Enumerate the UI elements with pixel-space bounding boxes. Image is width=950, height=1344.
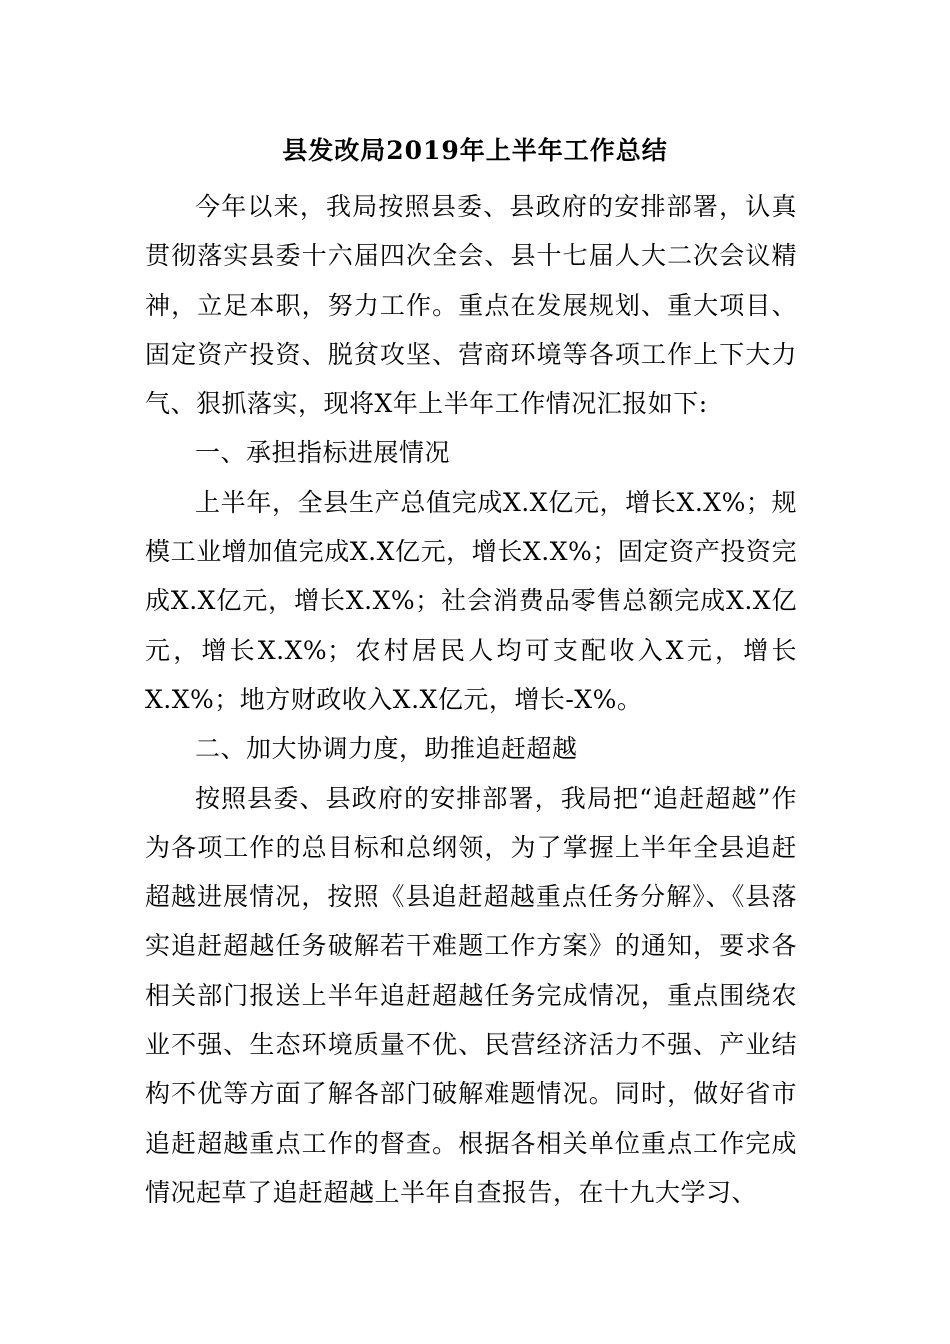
section-heading-2: 二、加大协调力度，助推追赶超越 <box>195 734 578 764</box>
paragraph-indicators: 上半年，全县生产总值完成X.X亿元，增长X.X%；规模工业增加值完成X.X亿元，增长X.X%；固定资产投资完成X.X亿元，增长X.X%；社会消费品零售总额完成X.X亿元，增长X.X%；农村居民人均可支配收入X元，增长X.X%；地方财政收入X.X亿元，增长-X%。 <box>145 487 797 714</box>
section-heading-1: 一、承担指标进展情况 <box>195 438 451 468</box>
paragraph-intro: 今年以来，我局按照县委、县政府的安排部署，认真贯彻落实县委十六届四次全会、县十七届人大二次会议精神，立足本职，努力工作。重点在发展规划、重大项目、固定资产投资、脱贫攻坚、营商环境等各项工作上下大力气、狠抓落实，现将X年上半年工作情况汇报如下: <box>145 192 797 419</box>
document-body <box>145 182 797 1217</box>
document-title: 县发改局2019年上半年工作总结 <box>282 136 668 165</box>
paragraph-coordination: 按照县委、县政府的安排部署，我局把“追赶超越”作为各项工作的总目标和总纲领，为了掌握上半年全县追赶超越进展情况，按照《县追赶超越重点任务分解》、《县落实追赶超越任务破解若干难题工作方案》的通知，要求各相关部门报送上半年追赶超越任务完成情况，重点围绕农业不强、生态环境质量不优、民营经济活力不强、产业结构不优等方面了解各部门破解难题情况。同时，做好省市追赶超越重点工作的督查。根据各相关单位重点工作完成情况起草了追赶超越上半年自查报告，在十九大学习、 <box>145 783 797 1207</box>
